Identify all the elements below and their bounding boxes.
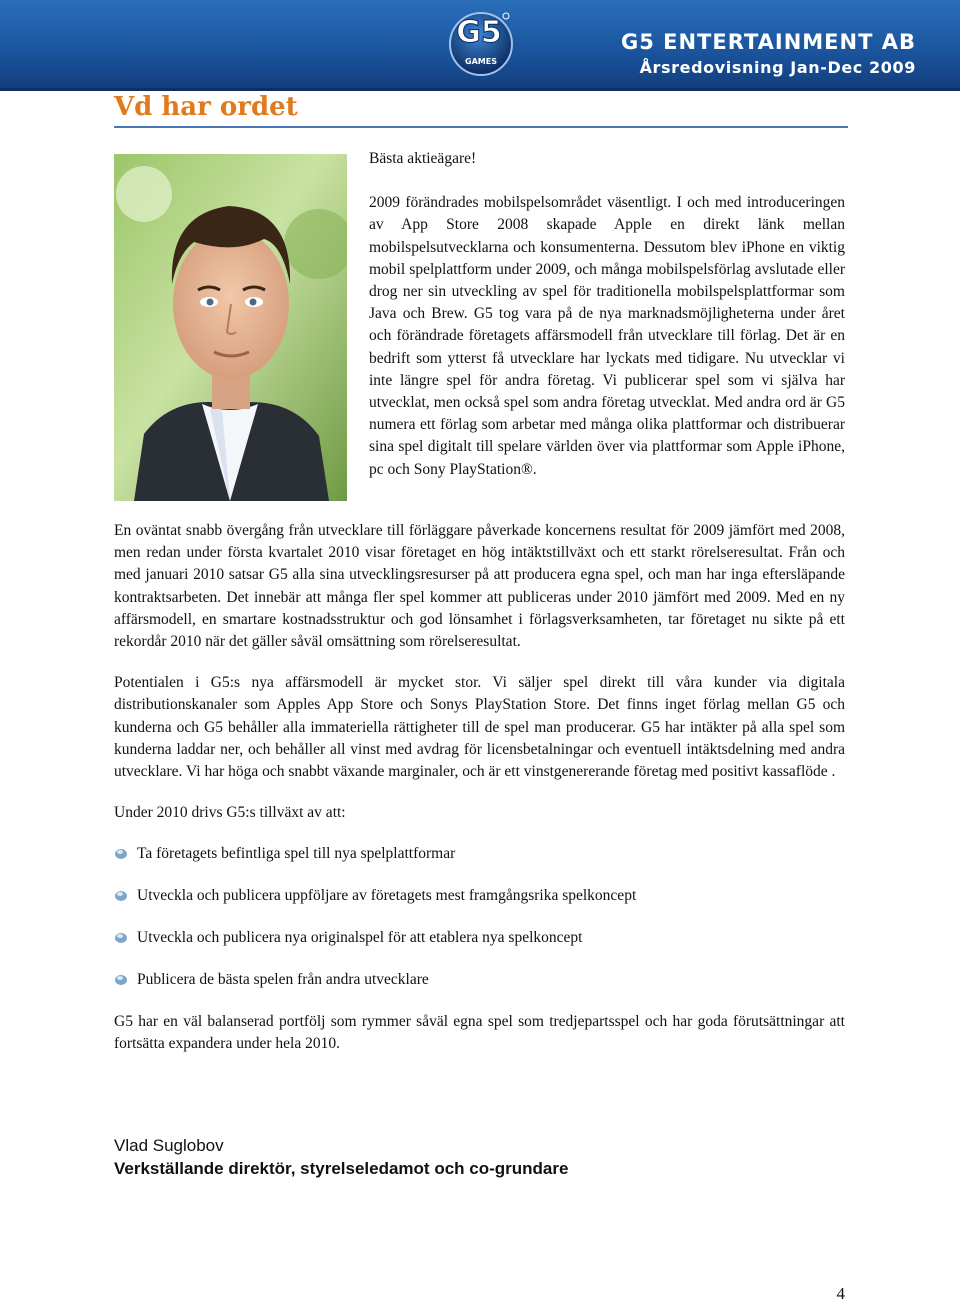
list-item-text: Utveckla och publicera nya originalspel för att etablera nya spelkoncept — [137, 928, 583, 946]
intro-section — [369, 148, 845, 481]
globe-bullet-icon — [114, 890, 128, 902]
globe-bullet-icon — [114, 974, 128, 986]
list-item — [114, 969, 845, 991]
list-item — [114, 843, 845, 865]
paragraph-1: En oväntat snabb övergång från utvecklare till förläggare påverkade koncernens resultat för 2009 jämfört med 2008, men redan under första kvartalet 2010 visar företaget en hög intäktstillväxt och ett starkt rörelseresultat. Från och med januari 2010 satsar G5 alla sina utvecklingsresurser på att producera egna spel, och man har inga eftersläpande kontraktsarbeten. Det innebär att många fler spel kommer att publiceras under 2010 jämfört med 2009. Med en ny affärsmodell, en smartare kostnadsstruktur och god lönsamhet i förlagsverksamheten, tar företaget nu sikte på ett rekordår 2010 när det gäller såväl omsättning som rörelseresultat. — [114, 522, 845, 651]
header-banner — [0, 0, 960, 91]
closing-paragraph: G5 har en väl balanserad portfölj som rymmer såväl egna spel som tredjepartsspel och har goda förutsättningar att fortsätta expandera under hela 2010. — [114, 1012, 845, 1052]
page-number: 4 — [836, 1284, 845, 1303]
globe-bullet-icon — [114, 932, 128, 944]
title-divider — [114, 126, 848, 128]
list-item — [114, 885, 845, 907]
report-period: Årsredovisning Jan-Dec 2009 — [639, 58, 916, 77]
list-item — [114, 927, 845, 949]
intro-paragraph: 2009 förändrades mobilspelsområdet väsentligt. I och med introduceringen av App Store 2008 skapade Apple en direkt länk mellan mobilspelsutvecklarna och konsumenterna. Dessutom blev iPhone en viktig mobil spelplattform under 2009, och många mobilspelsförlag avslutade eller drog ner sin utveckling av spel för traditionella mobilspelsplattformar som Java och Brew. G5 tog vara på de nya marknadsmöjligheterna under året och förändrade företagets affärsmodell från utvecklare till förlag. Det är en bedrift som ytterst få utvecklare har lyckats med tidigare. Nu utvecklar vi inte längre spel för andra företag. Vi publicerar spel som vi själva har utvecklat, men också spel som andra företag utvecklat. Med andra ord är G5 numera ett förlag som arbetar med många olika plattformar och distribuerar sina spel digitalt till spelare världen över via plattformar som Apple iPhone, pc och Sony PlayStation®. — [369, 194, 845, 478]
portrait-photo — [114, 154, 347, 501]
g5-games-logo-icon — [444, 4, 518, 78]
list-item-text: Publicera de bästa spelen från andra utvecklare — [137, 970, 429, 988]
logo-text: G5 — [456, 15, 502, 50]
paragraph-2: Potentialen i G5:s nya affärsmodell är mycket stor. Vi säljer spel direkt till våra kunder via digitala distributionskanaler som Apples App Store och Sonys PlayStation Store. Det finns inget förlag mellan G5 och kunderna och G5 behåller alla immateriella rättigheter till de spel man producerar. G5 har intäkter på alla spel som kunderna laddar ner, och behåller all vinst med avdrag för licensbetalningar och eventuell intäktsdelning med andra utvecklare. Vi har höga och snabbt växande marginaler, och är ett vinstgenererande företag med positivt kassaflöde . — [114, 674, 845, 781]
body-section — [114, 520, 845, 1074]
signatory-name: Vlad Suglobov — [114, 1136, 224, 1155]
greeting: Bästa aktieägare! — [369, 150, 477, 167]
signatory-title: Verkställande direktör, styrelseledamot och co-grundare — [114, 1159, 569, 1178]
signature-block — [114, 1134, 568, 1180]
list-item-text: Ta företagets befintliga spel till nya spelplattformar — [137, 845, 456, 863]
paragraph-3: Under 2010 drivs G5:s tillväxt av att: — [114, 804, 346, 822]
growth-drivers-list — [114, 843, 845, 990]
page-title: Vd har ordet — [114, 92, 298, 122]
list-item-text: Utveckla och publicera uppföljare av företagets mest framgångsrika spelkoncept — [137, 887, 637, 905]
logo-subtext: GAMES — [465, 57, 497, 66]
globe-bullet-icon — [114, 848, 128, 860]
company-name: G5 ENTERTAINMENT AB — [620, 30, 916, 54]
